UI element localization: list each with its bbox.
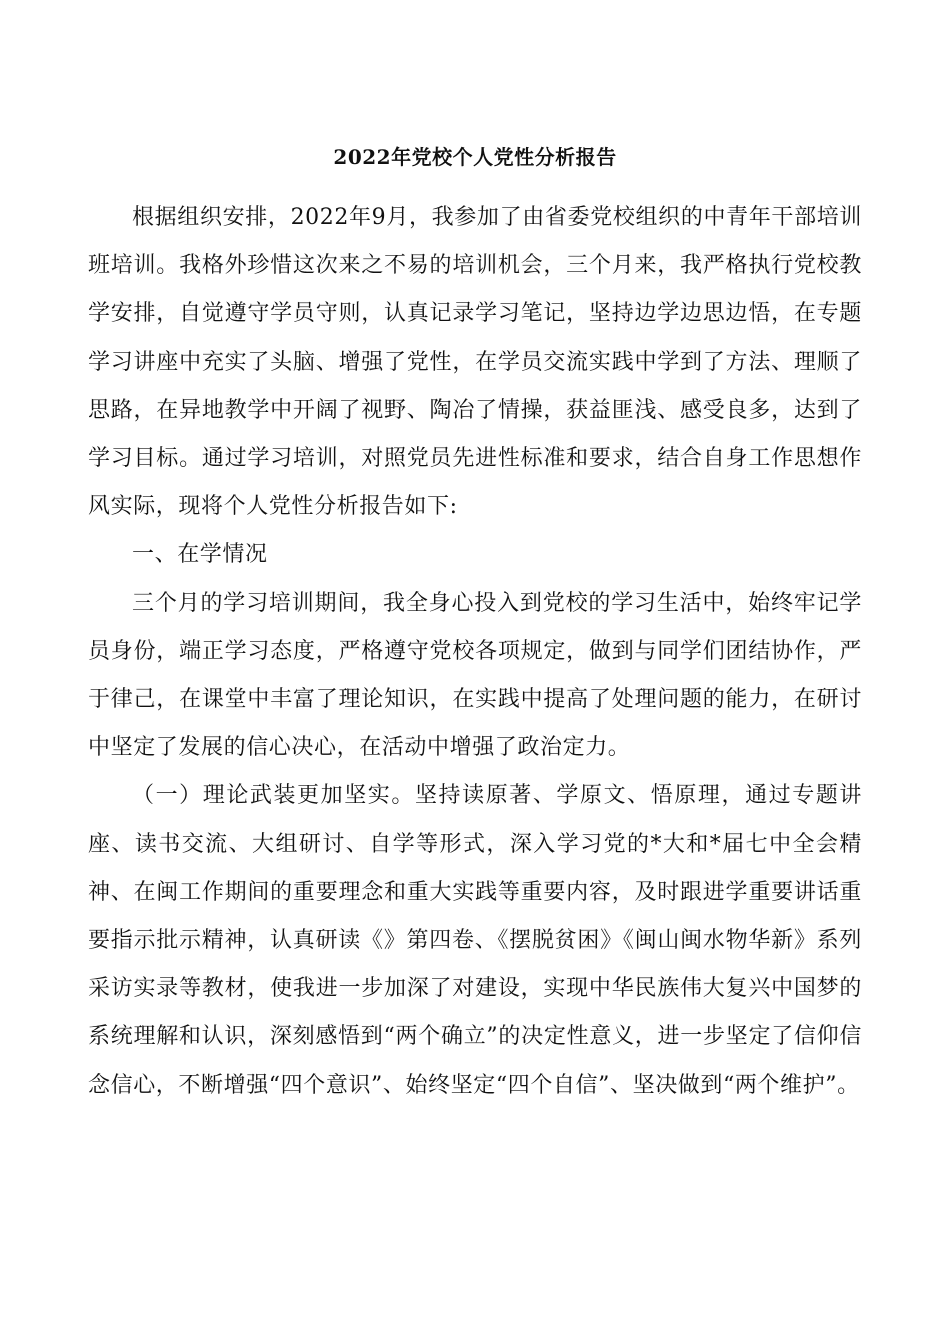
section-heading-study-status: 一、在学情况 — [132, 542, 268, 568]
paragraph-theory: （一）理论武装更加坚实。坚持读原著、学原文、悟原理，通过专题讲座、读书交流、大组研讨、自学等形式，深入学习党的*大和*届七中全会精神、在闽工作期间的重要理念和重大实践等重要内容，及时跟进学重要讲话重要指示批示精神，认真研读《》第四卷、《摆脱贫困》《闽山闽水物华新》系列采访实录等教材，使我进一步加深了对建设，实现中华民族伟大复兴中国梦的系统理解和认识，深刻感悟到“两个确立”的决定性意义，进一步坚定了信仰信念信心，不断增强“四个意识”、始终坚定“四个自信”、坚决做到“两个维护”。 — [88, 783, 862, 1098]
document-body — [88, 194, 862, 1110]
paragraph-study-period: 三个月的学习培训期间，我全身心投入到党校的学习生活中，始终牢记学员身份，端正学习态度，严格遵守党校各项规定，做到与同学们团结协作，严于律己，在课堂中丰富了理论知识，在实践中提高了处理问题的能力，在研讨中坚定了发展的信心决心，在活动中增强了政治定力。 — [88, 590, 862, 761]
paragraph-intro: 根据组织安排，2022年9月，我参加了由省委党校组织的中青年干部培训班培训。我格外珍惜这次来之不易的培训机会，三个月来，我严格执行党校教学安排，自觉遵守学员守则，认真记录学习笔记，坚持边学边思边悟，在专题学习讲座中充实了头脑、增强了党性，在学员交流实践中学到了方法、理顺了思路，在异地教学中开阔了视野、陶冶了情操，获益匪浅、感受良多，达到了学习目标。通过学习培训，对照党员先进性标准和要求，结合自身工作思想作风实际，现将个人党性分析报告如下: — [88, 205, 862, 520]
document-title: 2022年党校个人党性分析报告 — [333, 145, 617, 169]
